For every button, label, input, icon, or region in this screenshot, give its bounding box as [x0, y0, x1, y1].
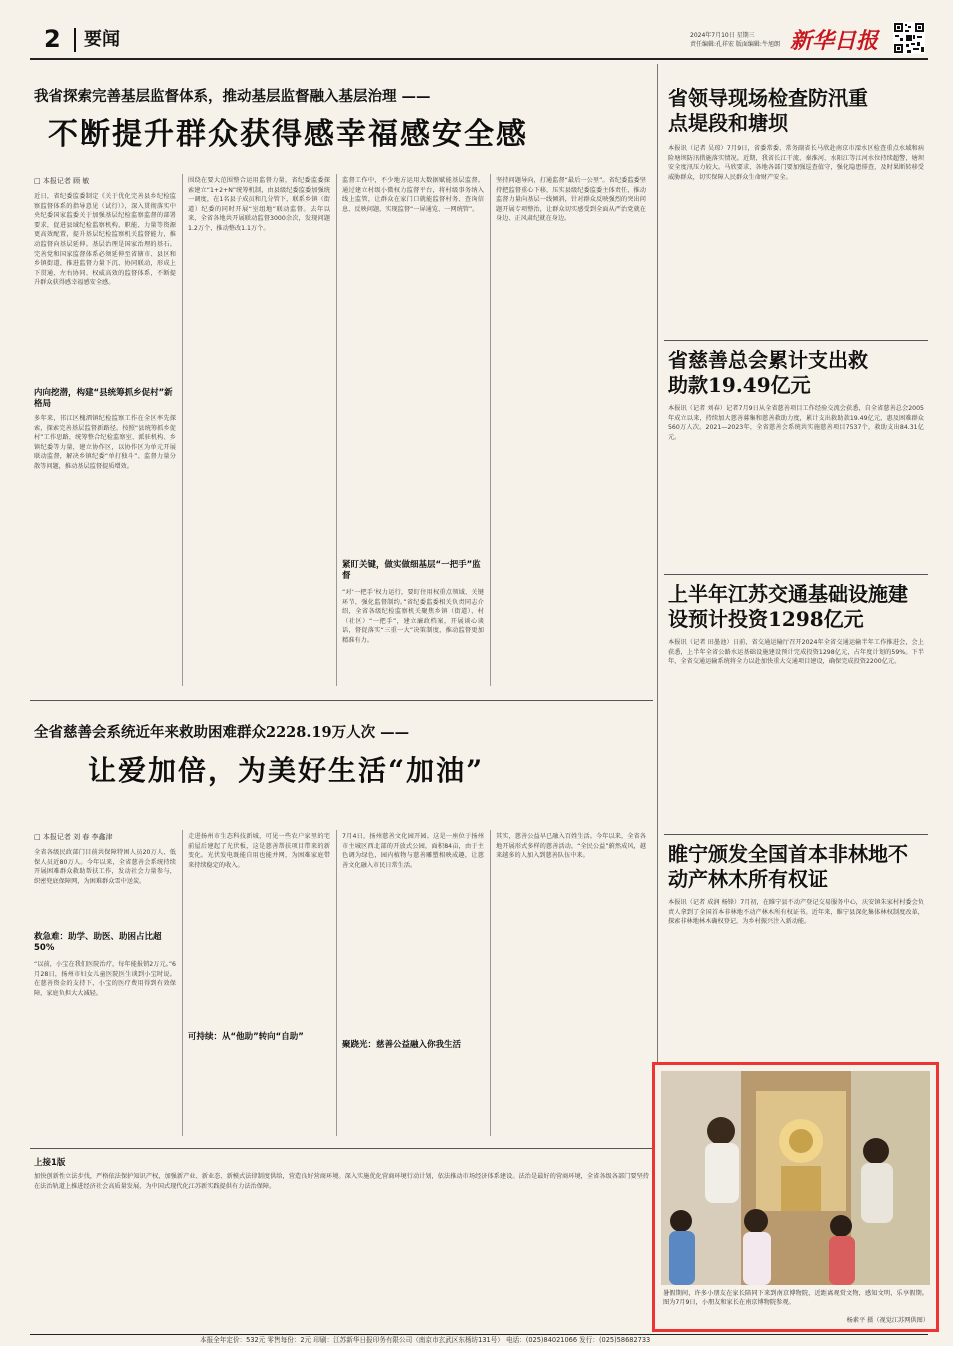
side-rule-1 — [664, 340, 928, 341]
page-number-divider — [74, 28, 76, 52]
footer-rule — [30, 1334, 928, 1335]
charity-headline: 让爱加倍，为美好生活“加油” — [88, 754, 485, 787]
transport-invest-headline: 上半年江苏交通基础设施建设预计投资1298亿元 — [668, 582, 908, 631]
charity-fund-story — [664, 344, 928, 568]
charity-divider-3 — [490, 830, 491, 1136]
forest-certificate-text: 本报讯（记者 成润 杨锋）7月初，在睢宁县不动产登记交易服务中心，庆安镇朱家村村委会负责人拿到了全国首本非林地不动产林木所有权证书。近年来，睢宁县深化集体林权制度改革，探索非林地林木确权登记，为乡村振兴注入新动能。 — [668, 899, 924, 926]
issue-date: 2024年7月10日 星期三 — [690, 32, 755, 39]
lead-divider-3 — [490, 174, 491, 686]
flood-check-headline: 省领导现场检查防汛重点堤段和塘坝 — [668, 86, 868, 135]
lead-divider-2 — [336, 174, 337, 686]
lead-byline: □ 本报记者 顾 敏 — [34, 177, 90, 185]
side-rule-2 — [664, 574, 928, 575]
charity-subhead-2: 可持续：从“他助”转向“自助” — [188, 1032, 304, 1042]
lead-headline: 不断提升群众获得感幸福感安全感 — [48, 117, 528, 152]
charity-text-col-4: 7月4日，扬州慈善文化园开园。这是一座位于扬州市主城区西北部的开放式公园，面积84亩，由于主色调为绿色，园内植物与慈善雕塑相映成趣，让慈善文化融入市民日常生活。 — [342, 833, 484, 869]
transport-invest-text: 本报讯（记者 田墨池）日前，省交通运输厅召开2024年全省交通运输半年工作推进会，会上获悉，上半年全省公路水运基础设施建设预计完成投资1298亿元，占年度计划的59%。下半年，全省交通运输系统将全力以赴加快重大交通项目建设，确保完成投资2200亿元。 — [668, 639, 924, 666]
continuation-text: 加快创新性立法步伐，严格依法保护知识产权，加强新产业、新业态、新模式法律制度供给，营造良好营商环境。深入实施优化营商环境行动计划，依法推动市场经济体系建设。法治是最好的营商环境，全省各级各部门要坚持在法治轨道上推进经济社会高质量发展，为中国式现代化江苏新实践提供有力法治保障。 — [34, 1173, 649, 1190]
flood-check-text: 本报讯（记者 吴琼）7月9日，省委常委、常务副省长马欣赴南京市溧水区检查重点水域和病险塘坝防汛措施落实情况。近期，我省长江干流、秦淮河、水阳江等江河水位持续超警，塘坝安全度汛压力较大。马欣要求，各地各部门要加强巡查值守，强化隐患排查，及时果断转移受威胁群众，切实保障人民群众生命财产安全。 — [668, 145, 924, 181]
charity-subhead-3: 聚跷光：慈善公益融入你我生活 — [342, 1040, 462, 1050]
lead-text-col-5: “对‘一把手’权力运行，要盯住用权重点领域、关键环节，强化监督制约。”省纪委监委相关负责同志介绍，全省各级纪检监察机关聚焦乡镇（街道）、村（社区）“一把手”，建立廉政档案，开展谈心谈话，督促落实“三重一大”决策制度，推动监督更加精准有力。 — [342, 589, 484, 644]
qr-code-icon — [893, 22, 925, 54]
footer-info: 本报全年定价：532元 零售每份：2元 印刷：江苏新华日报印务有限公司（南京市玄武区东杨坊131号） 电话：(025)84021066 发行：(025)58682733 — [200, 1336, 651, 1344]
lead-text-col-1: 近日，省纪委监委制定《关于优化完善县乡纪检监察监督体系的指导意见（试行）》，深入贯彻落实中央纪委国家监委关于加强基层纪检监察监督的部署要求，促进县域纪检监察机构、职能、力量等资源更高效配置，提升基层纪检监察机关监督能力，推动监督向基层延伸。基层治理是国家治理的基石。完善党和国家监督体系必须延伸至省辖市、县区和乡镇街道，推进监督力量下沉、协同联动，形成上下贯通、左右协同、权威高效的监督体系，不断提升群众获得感幸福感安全感。 — [34, 193, 176, 287]
lead-kicker: 我省探索完善基层监督体系，推动基层监督融入基层治理 —— — [34, 88, 431, 105]
photo-caption: 暑假期间，许多小朋友在家长陪同下来到南京博物院，近距离观赏文物，感知文明，乐享假期。图为7月9日，小朋友和家长在南京博物院参观。 — [663, 1290, 928, 1306]
flood-check-story — [664, 66, 928, 336]
lead-text-col-3: 围绕在要大范围整合运用监督力量，省纪委监委探索建立“1+2+N”统筹机制，由县级纪委监委加强统一调度，在1名县子成员和几分管下，联系乡镇（街道）纪委的同时开展“室组地”联动监督。去年以来，全省各地共开展联动监督3000余次，发现问题1.2万个，推动整改1.1万个。 — [188, 177, 330, 232]
charity-subhead-1: 救急难：助学、助医、助困占比超50% — [34, 932, 162, 953]
charity-story — [30, 704, 653, 1144]
continuation-label: 上接1版 — [34, 1158, 66, 1168]
side-rule-3 — [664, 834, 928, 835]
lead-text-col-4: 监督工作中，不少地方运用大数据赋能基层监督。通过建立村级小微权力监督平台，将村级事务纳入线上监管，让群众在家门口就能监督村务、查询信息、反映问题，实现监督“一屏通览、一网统管”。 — [342, 177, 484, 213]
lead-text-col-6: 坚持问题导向，打通监督“最后一公里”。省纪委监委坚持把监督重心下移，压实县级纪委监委主体责任，推动监督力量向基层一线倾斜，针对群众反映强烈的突出问题开展专项整治，让群众切实感受到全面从严治党就在身边、正风肃纪就在身边。 — [496, 177, 646, 223]
lead-subhead-2: 紧盯关键，做实做细基层“一把手”监督 — [342, 560, 481, 581]
forest-certificate-headline: 睢宁颁发全国首本非林地不动产林木所有权证 — [668, 842, 908, 891]
charity-text-col-1: 全省各级民政部门目前共保障特困人员20万人、低保人员近80万人。今年以来，全省慈善会系统持续开展困难群众救助帮扶工作，发动社会力量参与，织密兜底保障网，为困难群众雪中送炭。 — [34, 849, 176, 885]
masthead-rule — [30, 58, 928, 60]
transport-invest-story — [664, 578, 928, 832]
lead-text-col-2: 多年来，邗江区槐泗镇纪检监察工作在全区率先探索，探索完善基层监督新路径。按照“县统筹抓乡促村”工作思路，统筹整合纪检监察室、派驻机构、乡镇纪委等力量，建立协作区，以协作区为单元开展联动监督，解决乡镇纪委“单打独斗”、监督力量分散等问题，推动基层监督提质增效。 — [34, 415, 176, 470]
masthead — [0, 0, 953, 60]
lead-subhead-1: 内向挖潜，构建“县统筹抓乡促村”新格局 — [34, 388, 173, 409]
charity-text-col-2: “以前，小宝在我们医院治疗，每年能报销2万元。”6月28日，扬州市妇女儿童医院医生谈到小宝时说。在慈善资金的支持下，小宝的医疗费用得到有效保障，家庭负担大大减轻。 — [34, 961, 176, 997]
lead-story — [30, 62, 653, 697]
museum-photo-block — [652, 1062, 939, 1332]
museum-photo — [661, 1071, 930, 1285]
charity-fund-headline: 省慈善总会累计支出救助款19.49亿元 — [668, 348, 868, 397]
charity-divider-1 — [182, 830, 183, 1136]
charity-byline: □ 本报记者 刘 春 李鑫津 — [34, 833, 113, 841]
forest-certificate-story — [664, 838, 928, 1060]
lead-bottom-rule — [30, 700, 653, 701]
editors-line: 责任编辑:孔祥宏 版面编辑:牛旭朗 — [690, 41, 780, 48]
charity-divider-2 — [336, 830, 337, 1136]
photo-credit: 杨素平 摄（视觉江苏网供图） — [846, 1317, 929, 1324]
charity-text-col-5: 其实，慈善公益早已融入百姓生活。今年以来，全省各地开展形式多样的慈善活动，“全民公益”蔚然成风，越来越多的人加入到慈善队伍中来。 — [496, 833, 646, 860]
charity-bottom-rule — [30, 1148, 653, 1149]
charity-kicker: 全省慈善会系统近年来救助困难群众2228.19万人次 —— — [34, 724, 410, 741]
page-number: 2 — [44, 25, 61, 53]
section-title: 要闻 — [84, 29, 120, 50]
newspaper-logo: 新华日报 — [790, 28, 879, 54]
lead-divider-1 — [182, 174, 183, 686]
charity-text-col-3: 走进扬州市生态科技新城，可见一些农户家里的宅前屋后建起了光伏板，这是慈善帮扶项目带来的新变化。光伏发电既能自用也能并网，为困难家庭带来持续稳定的收入。 — [188, 833, 330, 869]
charity-fund-text: 本报讯（记者 刘春）记者7月9日从全省慈善项目工作经验交流会获悉，自全省慈善总会2005年成立以来，持续加大慈善募集和慈善救助力度，累计支出救助款19.49亿元，惠及困难群众560万人次。2021—2023年，全省慈善会系统共实施慈善项目7537个，救助支出84.31亿元。 — [668, 405, 924, 441]
continuation-block — [30, 1152, 653, 1328]
